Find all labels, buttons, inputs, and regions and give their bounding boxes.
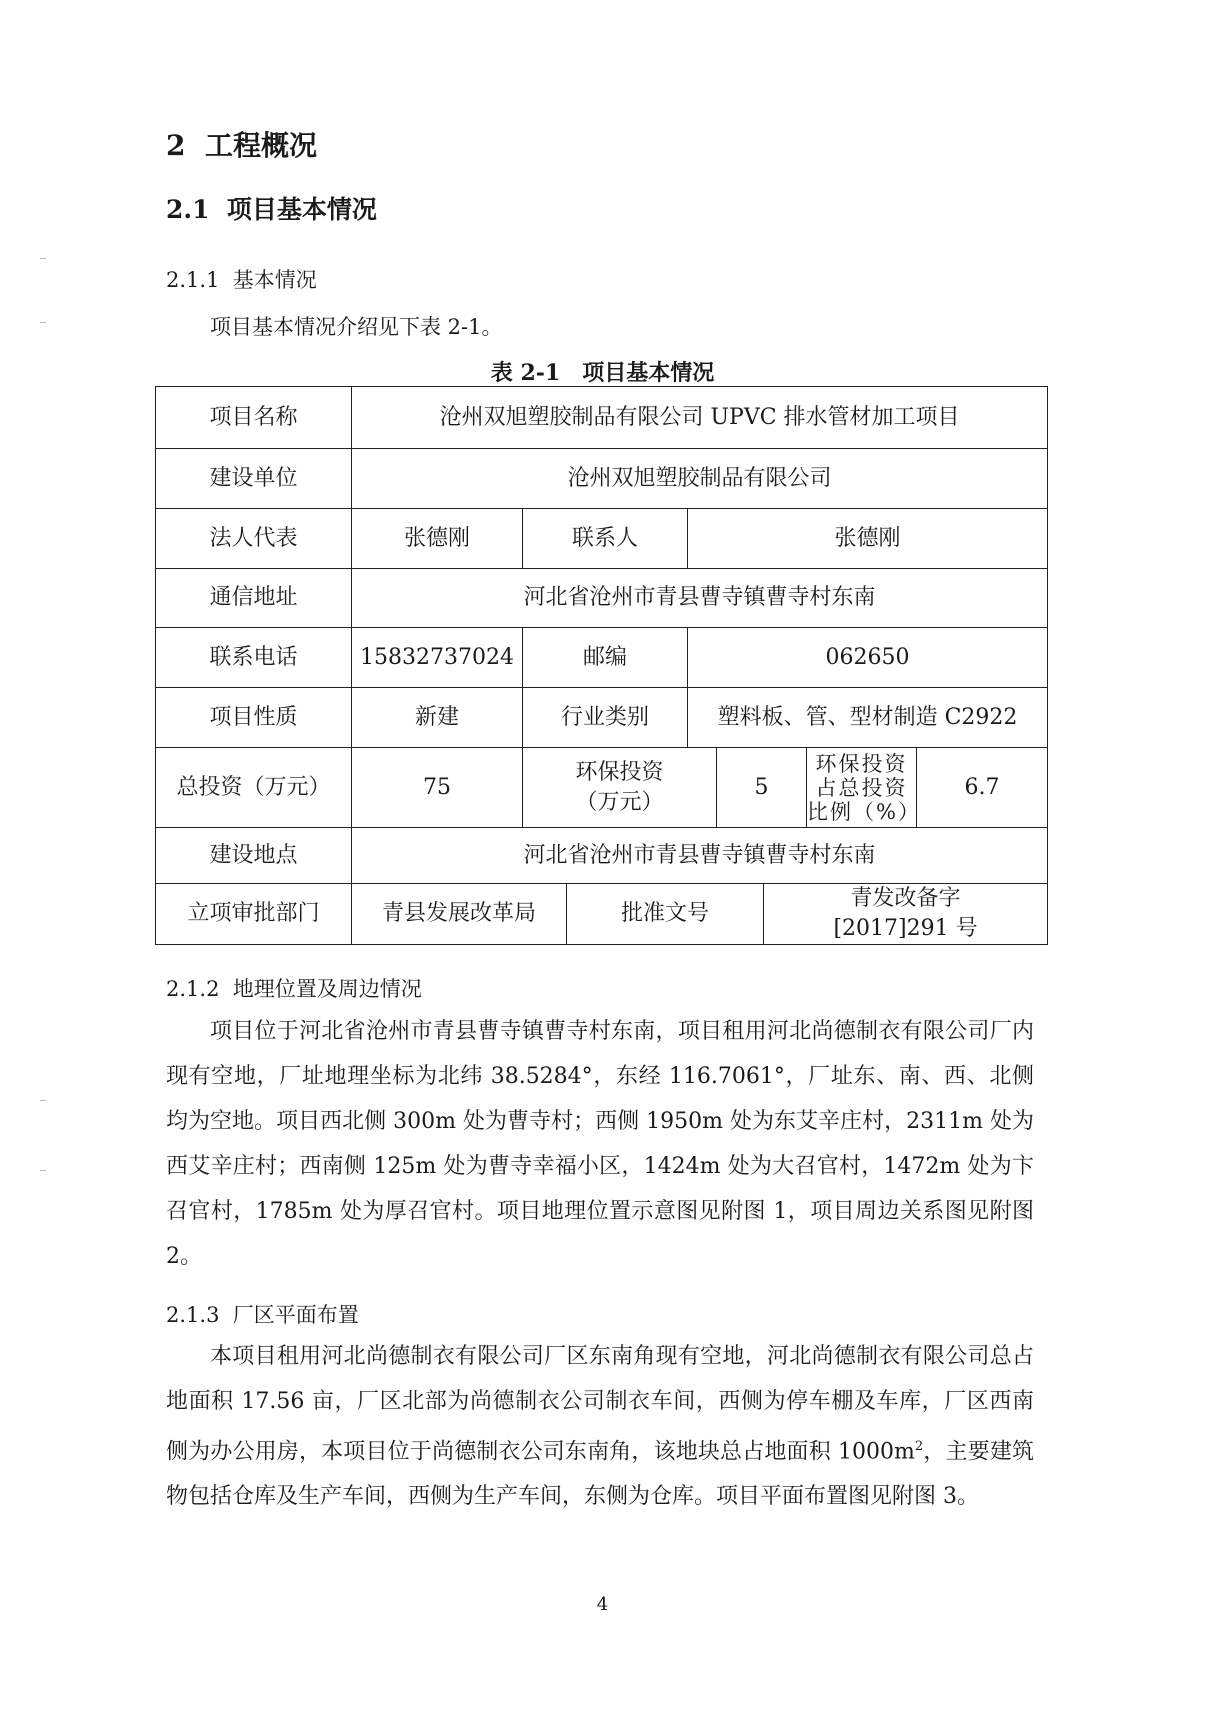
table-row: [156, 748, 1048, 828]
cell-value: 塑料板、管、型材制造 C2922: [688, 688, 1048, 748]
table-row: [156, 449, 1048, 509]
paragraph-layout: [166, 1334, 1034, 1519]
table-row: [156, 688, 1048, 748]
paragraph-text: 本项目租用河北尚德制衣有限公司厂区东南角现有空地，河北尚德制衣有限公司总占地面积 17.56 亩，厂区北部为尚德制衣公司制衣车间，西侧为停车棚及车库，厂区西南侧为办公用房，本项目位于尚德制衣公司东南角，该地块总占地面积 1000m: [166, 1344, 1034, 1465]
table-caption: 表 2-1 项目基本情况: [490, 360, 715, 386]
cell-value: 062650: [688, 628, 1048, 688]
superscript: 2: [914, 1439, 924, 1454]
cell-value: 张德刚: [352, 509, 523, 569]
cell-label: 项目性质: [156, 688, 352, 748]
cell-label-line: 占总投资: [815, 775, 908, 800]
margin-mark: [40, 1170, 46, 1171]
cell-label: [523, 748, 717, 828]
cell-label: 建设地点: [156, 828, 352, 884]
table-row: [156, 569, 1048, 628]
project-info-table: [155, 386, 1048, 945]
cell-value: 沧州双旭塑胶制品有限公司 UPVC 排水管材加工项目: [352, 387, 1048, 449]
cell-value: 张德刚: [688, 509, 1048, 569]
cell-value: 新建: [352, 688, 523, 748]
cell-value-line: [2017]291 号: [833, 916, 978, 941]
cell-label-line: 环保投资: [575, 759, 664, 785]
section-number: 2: [166, 129, 186, 162]
cell-label: 立项审批部门: [156, 884, 352, 945]
cell-label: 总投资（万元）: [156, 748, 352, 828]
cell-label: 建设单位: [156, 449, 352, 509]
section-title: 工程概况: [204, 129, 317, 162]
paragraph-text: ，主要建筑物包括仓库及生产车间，西侧为生产车间，东侧为仓库。项目平面布置图见附图 3。: [166, 1439, 1034, 1510]
cell-value: 75: [352, 748, 523, 828]
cell-value: 6.7: [917, 748, 1048, 828]
table-intro: 项目基本情况介绍见下表 2-1。: [210, 315, 503, 339]
table-row: [156, 884, 1048, 945]
cell-value: 15832737024: [352, 628, 523, 688]
cell-label: 法人代表: [156, 509, 352, 569]
heading-title: 基本情况: [232, 268, 317, 292]
subsection-title: 项目基本情况: [226, 195, 377, 224]
heading-title: 厂区平面布置: [232, 1303, 359, 1327]
cell-label-line: 环保投资: [815, 751, 908, 776]
margin-mark: [40, 322, 46, 323]
heading-number: 2.1.1: [166, 268, 220, 292]
cell-value-line: 青发改备字: [850, 886, 961, 911]
table-row: [156, 628, 1048, 688]
cell-label: 邮编: [523, 628, 688, 688]
cell-label: 项目名称: [156, 387, 352, 449]
section-heading: [166, 124, 317, 164]
subsection-number: 2.1: [166, 195, 210, 224]
cell-label: 行业类别: [523, 688, 688, 748]
margin-mark: [40, 258, 46, 259]
cell-value: [764, 884, 1048, 945]
table-row: [156, 387, 1048, 449]
heading-2-1-3: [166, 1299, 359, 1329]
margin-mark: [40, 1100, 46, 1101]
cell-label: 联系人: [523, 509, 688, 569]
paragraph-location: 项目位于河北省沧州市青县曹寺镇曹寺村东南，项目租用河北尚德制衣有限公司厂内现有空地，厂址地理坐标为北纬 38.5284°，东经 116.7061°，厂址东、南、西、北侧均为空地。项目西北侧 300m 处为曹寺村；西侧 1950m 处为东艾辛庄村，2311m 处为西艾辛庄村；西南侧 125m 处为曹寺幸福小区，1424m 处为大召官村，1472m 处为卞召官村，1785m 处为厚召官村。项目地理位置示意图见附图 1，项目周边关系图见附图 2。: [166, 1019, 1034, 1269]
heading-2-1-2: [166, 973, 422, 1003]
table-row: [156, 828, 1048, 884]
table-row: [156, 509, 1048, 569]
cell-value: 沧州双旭塑胶制品有限公司: [352, 449, 1048, 509]
cell-value: 河北省沧州市青县曹寺镇曹寺村东南: [352, 828, 1048, 884]
subsection-heading: [166, 190, 377, 226]
cell-label: 批准文号: [567, 884, 764, 945]
cell-value: 5: [717, 748, 807, 828]
cell-label: 通信地址: [156, 569, 352, 628]
heading-2-1-1: [166, 264, 317, 294]
page-number: 4: [596, 1594, 609, 1615]
cell-value: 河北省沧州市青县曹寺镇曹寺村东南: [352, 569, 1048, 628]
heading-number: 2.1.3: [166, 1303, 220, 1327]
cell-label-line: 比例（%）: [807, 799, 921, 824]
heading-number: 2.1.2: [166, 977, 220, 1001]
heading-title: 地理位置及周边情况: [232, 977, 422, 1001]
cell-label: 联系电话: [156, 628, 352, 688]
cell-value: 青县发展改革局: [352, 884, 567, 945]
cell-label: [807, 748, 921, 828]
cell-label-line: （万元）: [575, 789, 664, 815]
